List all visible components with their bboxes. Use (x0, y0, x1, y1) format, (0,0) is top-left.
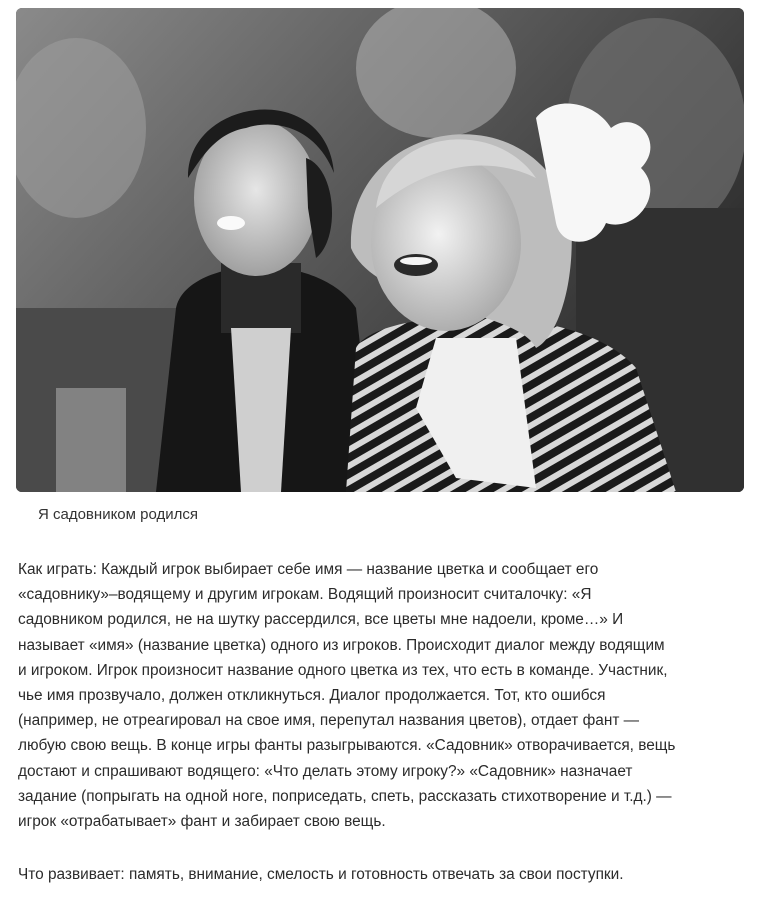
photo-children-audience-icon (16, 8, 744, 492)
develops-paragraph: Что развивает: память, внимание, смелость и готовность отвечать за свои поступки. (18, 866, 624, 883)
paragraph-line: Как играть: Каждый игрок выбирает себе имя — название цветка и сообщает его (18, 561, 599, 578)
how-to-play-paragraph (18, 557, 742, 834)
paragraph-line: и игроком. Игрок произносит название одного цветка из тех, что есть в команде. Участник, (18, 661, 668, 679)
paragraph-line: «садовнику»–водящему и другим игрокам. Водящий произносит считалочку: «Я (18, 586, 592, 604)
paragraph-line: называет «имя» (название цветка) одного из игроков. Происходит диалог между водящим (18, 636, 665, 654)
paragraph-line: любую свою вещь. В конце игры фанты разыгрываются. «Садовник» отворачивается, вещь (18, 737, 676, 755)
paragraph-line: задание (попрыгать на одной ноге, поприседать, спеть, рассказать стихотворение и т.д.) — (18, 787, 672, 805)
photo-caption: Я садовником родился (38, 506, 198, 523)
paragraph-line: садовником родился, не на шутку рассердился, все цветы мне надоели, кроме…» И (18, 611, 624, 629)
paragraph-line: (например, не отреагировал на свое имя, перепутал названия цветов), отдает фант — (18, 712, 640, 730)
article-photo (16, 8, 744, 492)
paragraph-line: игрок «отрабатывает» фант и забирает свою вещь. (18, 813, 386, 831)
paragraph-line: чье имя прозвучало, должен откликнуться. Диалог продолжается. Тот, кто ошибся (18, 687, 606, 705)
paragraph-line: достают и спрашивают водящего: «Что делать этому игроку?» «Садовник» назначает (18, 762, 633, 780)
